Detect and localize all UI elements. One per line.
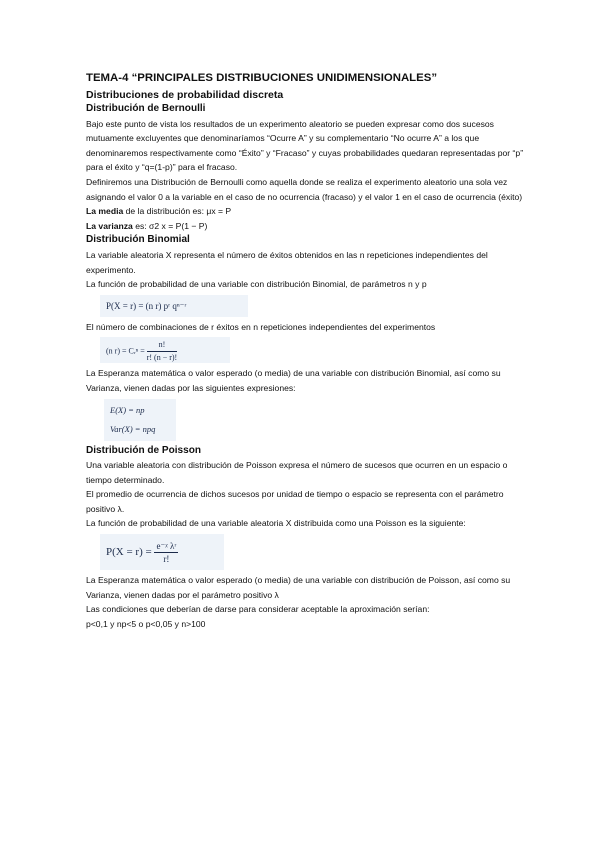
combinations-numerator: n! (147, 339, 178, 352)
binomial-paragraph-4: La Esperanza matemática o valor esperado (o media) de una variable con distribución Binomial, así como su Varianza, vienen dadas por las siguientes expresiones: (86, 368, 501, 393)
bernoulli-heading: Distribución de Bernoulli (86, 103, 206, 114)
binomial-paragraph-2: La función de probabilidad de una variable con distribución Binomial, de parámetros n y p (86, 279, 427, 290)
document-content (86, 70, 526, 631)
poisson-paragraph-1: Una variable aleatoria con distribución de Poisson expresa el número de sucesos que ocurren en un espacio o tiempo determinado. (86, 460, 508, 485)
poisson-numerator: e⁻ᵡ λʳ (156, 541, 177, 552)
media-label: La media (86, 206, 124, 217)
poisson-probability-formula (100, 534, 224, 570)
poisson-paragraph-5: Las condiciones que deberían de darse para considerar aceptable la aproximación serían: (86, 604, 430, 615)
media-text: de la distribución es: μx = P (123, 206, 232, 217)
combinations-denominator: r! (n − r)! (146, 353, 178, 363)
binomial-moments-formula (104, 399, 176, 441)
poisson-formula-left: P(X = r) = (106, 546, 152, 559)
bernoulli-varianza (86, 219, 526, 234)
combinations-left: (n r) = Cᵣⁿ = (106, 346, 145, 356)
varianza-text: es: σ2 x = P(1 − P) (132, 220, 208, 231)
binomial-paragraph-3: El número de combinaciones de r éxitos en n repeticiones independientes del experimentos (86, 321, 436, 332)
bernoulli-paragraph-1: Bajo este punto de vista los resultados de un experimento aleatorio se pueden expresar como dos sucesos mutuamente excluyentes que denominaríamos “Ocurre A” y su complementario “No ocurre A” a los que denominaremos respectivamente como “Éxito” y “Fracaso” y cuyas probabilidades quedaran representadas por “p” para el éxito y “q=(1-p)” para el fracaso. (86, 118, 524, 173)
varianza-label: La varianza (86, 220, 133, 231)
binomial-heading: Distribución Binomial (86, 234, 190, 246)
poisson-heading: Distribución de Poisson (86, 444, 201, 456)
bernoulli-media (86, 204, 526, 219)
section-subtitle: Distribuciones de probabilidad discreta (86, 89, 284, 101)
binomial-probability-formula: P(X = r) = (n r) pʳ qⁿ⁻ʳ (100, 295, 248, 317)
binomial-paragraph-1: La variable aleatoria X representa el número de éxitos obtenidos en las n repeticiones independientes del experimento. (86, 249, 488, 275)
bernoulli-paragraph-2: Definiremos una Distribución de Bernoulli como aquella donde se realiza el experimento aleatorio una sola vez asignando el valor 0 a la variable en el caso de no ocurrencia (fracaso) y el valor 1 en el caso de ocurrencia (éxito) (86, 176, 523, 202)
combinations-formula (100, 337, 230, 363)
binomial-expectation: E(X) = np (110, 404, 145, 415)
combinations-fraction (147, 339, 178, 364)
poisson-denominator: r! (163, 554, 170, 565)
poisson-paragraph-4: La Esperanza matemática o valor esperado (o media) de una variable con distribución de Poisson, así como su Varianza, vienen dadas por el parámetro positivo λ (86, 575, 511, 600)
poisson-fraction (154, 540, 178, 565)
page-title: TEMA-4 “PRINCIPALES DISTRIBUCIONES UNIDIMENSIONALES” (86, 72, 438, 84)
poisson-paragraph-6: p<0,1 y np<5 o p<0,05 y n>100 (86, 618, 206, 629)
poisson-paragraph-3: La función de probabilidad de una variable aleatoria X distribuida como una Poisson es la siguiente: (86, 518, 466, 529)
poisson-paragraph-2: El promedio de ocurrencia de dichos sucesos por unidad de tiempo o espacio se representa con el parámetro positivo λ. (86, 489, 504, 514)
binomial-variance: Var(X) = npq (110, 423, 156, 434)
